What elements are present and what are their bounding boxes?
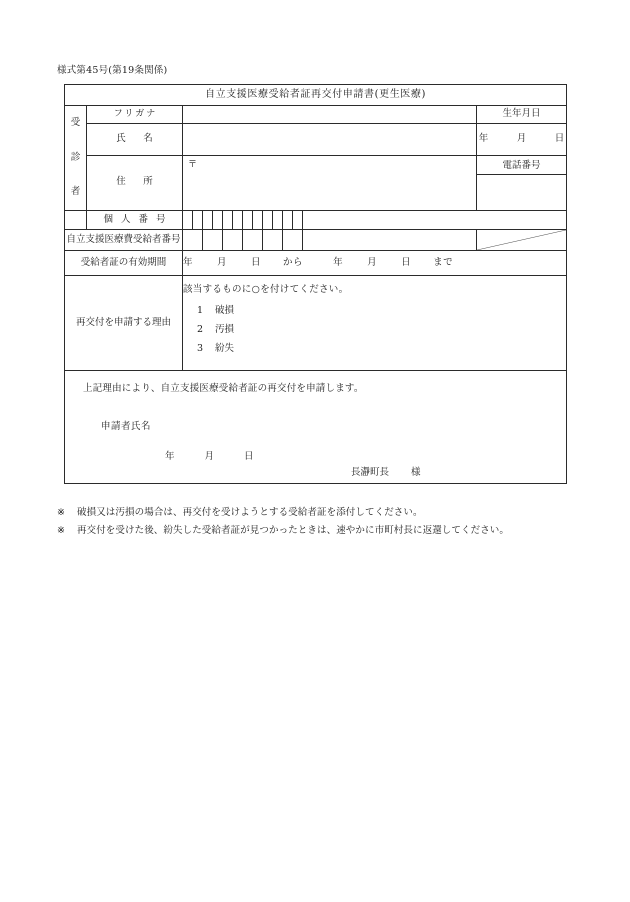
reason-option-2[interactable] <box>183 324 566 337</box>
reason-option-2-label: 汚損 <box>215 324 235 335</box>
mynumber-cell-10[interactable] <box>273 211 283 230</box>
footnote-1 <box>57 504 577 522</box>
birthdate-fields[interactable]: 年 月 日 <box>477 123 567 155</box>
applicant-name-label[interactable]: 申請者氏名 <box>101 421 152 432</box>
patient-label-char-1: 受 <box>70 117 81 129</box>
validity-period-fields[interactable] <box>183 251 567 276</box>
reason-option-1-label: 破損 <box>215 305 235 317</box>
footnotes <box>57 504 577 540</box>
phone-input[interactable] <box>477 174 566 206</box>
mynumber-cell-11[interactable] <box>283 211 293 230</box>
period-to-word: まで <box>433 256 454 268</box>
period-to-day: 日 <box>401 256 412 268</box>
validity-period-row <box>65 251 567 276</box>
mynumber-cell-3[interactable] <box>203 211 213 230</box>
footnote-2-text: 再交付を受けた後、紛失した受給者証が見つかったときは、速やかに市町村長に返還してください。 <box>77 525 510 537</box>
mynumber-row <box>65 211 567 230</box>
reason-option-1[interactable] <box>183 305 566 318</box>
mynumber-cell-6[interactable] <box>233 211 243 230</box>
mynumber-label: 個 人 番 号 <box>87 211 183 230</box>
recipient-number-cell-3[interactable] <box>223 230 243 251</box>
footnote-1-mark: ※ <box>57 507 66 518</box>
name-input[interactable] <box>183 123 477 155</box>
postal-code-icon: 〒 <box>188 159 198 170</box>
furigana-label: フリガナ <box>87 106 183 124</box>
declaration-addressee <box>351 467 421 480</box>
reason-option-2-number: 2 <box>197 324 204 335</box>
declaration-date-fields[interactable] <box>165 451 254 464</box>
reason-option-3-number: 3 <box>197 342 204 354</box>
addressee-name: 長瀞町長 <box>351 467 390 478</box>
declaration-date-day: 日 <box>244 451 254 462</box>
period-from-year: 年 <box>183 256 194 268</box>
mynumber-cell-7[interactable] <box>243 211 253 230</box>
furigana-row <box>65 106 567 124</box>
mynumber-cell-12[interactable] <box>293 211 303 230</box>
recipient-number-cell-6[interactable] <box>283 230 303 251</box>
birthdate-label: 生年月日 <box>477 106 567 124</box>
recipient-number-cell-2[interactable] <box>203 230 223 251</box>
declaration-row <box>65 371 567 484</box>
period-to-month: 月 <box>367 256 378 268</box>
recipient-number-label: 自立支援医療費受給者番号 <box>65 230 183 251</box>
period-from-day: 日 <box>251 256 262 268</box>
reason-instruction: 該当するものに○を付けてください。 <box>183 284 349 296</box>
validity-period-label: 受給者証の有効期間 <box>65 251 183 276</box>
address-label: 住 所 <box>87 155 183 210</box>
declaration-area <box>65 371 567 484</box>
reason-option-3-label: 紛失 <box>215 342 235 354</box>
mynumber-cell-2[interactable] <box>193 211 203 230</box>
furigana-input[interactable] <box>183 106 477 124</box>
addressee-honorific: 様 <box>411 467 421 478</box>
mynumber-spacer <box>65 211 87 230</box>
recipient-number-cell-7[interactable] <box>303 230 477 251</box>
period-from-word: から <box>283 256 304 268</box>
reason-option-1-number: 1 <box>197 305 204 317</box>
mynumber-cell-5[interactable] <box>223 211 233 230</box>
period-to-year: 年 <box>333 256 344 268</box>
declaration-statement: 上記理由により、自立支援医療受給者証の再交付を申請します。 <box>83 383 364 394</box>
reason-row <box>65 276 567 371</box>
reason-option-list <box>183 305 566 355</box>
patient-vertical-label <box>65 106 87 211</box>
recipient-number-void-area <box>477 230 567 251</box>
application-form-table <box>64 84 567 484</box>
phone-label: 電話番号 <box>477 160 566 175</box>
recipient-number-cell-4[interactable] <box>243 230 263 251</box>
name-label: 氏 名 <box>87 123 183 155</box>
patient-label-char-3: 者 <box>70 186 81 198</box>
mynumber-trailing-blank <box>303 211 567 230</box>
patient-label-char-2: 診 <box>70 151 81 163</box>
recipient-number-cell-1[interactable] <box>183 230 203 251</box>
reason-option-3[interactable] <box>183 343 566 356</box>
reason-label: 再交付を申請する理由 <box>65 276 183 371</box>
form-title-row <box>65 85 567 106</box>
declaration-date-year: 年 <box>165 451 175 462</box>
reason-options-area <box>183 276 567 371</box>
footnote-2 <box>57 522 577 540</box>
form-title: 自立支援医療受給者証再交付申請書(更生医療) <box>65 85 567 106</box>
mynumber-cell-8[interactable] <box>253 211 263 230</box>
mynumber-cell-4[interactable] <box>213 211 223 230</box>
mynumber-cell-9[interactable] <box>263 211 273 230</box>
declaration-date-month: 月 <box>204 451 215 462</box>
footnote-2-mark: ※ <box>57 525 66 537</box>
form-number-header: 様式第45号(第19条関係) <box>57 65 168 76</box>
phone-cell <box>477 155 567 210</box>
recipient-number-row <box>65 230 567 251</box>
address-row <box>65 155 567 210</box>
footnote-1-text: 破損又は汚損の場合は、再交付を受けようとする受給者証を添付してください。 <box>77 507 423 518</box>
mynumber-cell-1[interactable] <box>183 211 193 230</box>
address-input[interactable] <box>183 155 477 210</box>
name-row <box>65 123 567 155</box>
recipient-number-cell-5[interactable] <box>263 230 283 251</box>
period-from-month: 月 <box>217 256 228 268</box>
